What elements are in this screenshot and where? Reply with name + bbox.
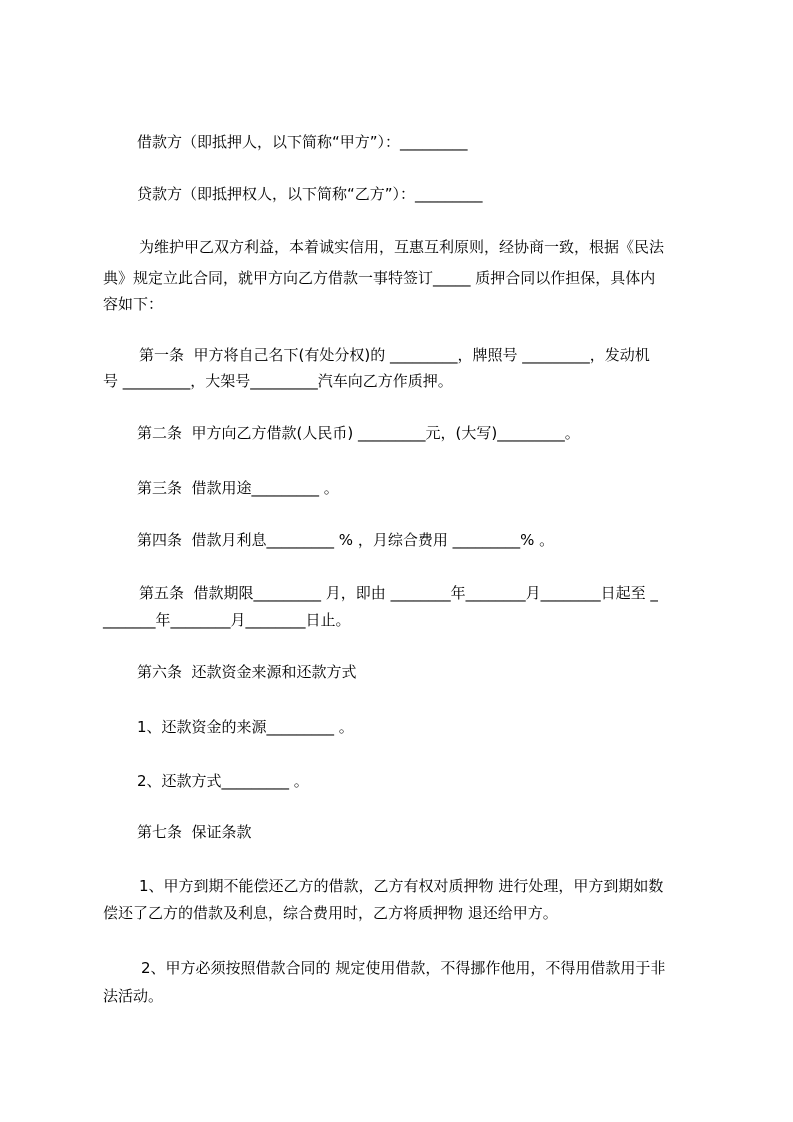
article-7-item-2-line-2: 法活动。 [103,987,164,1005]
article-3: 第三条 借款用途_________ 。 [137,479,339,497]
preamble-line-1: 为维护甲乙双方利益，本着诚实信用，互惠互利原则，经协商一致，根据《民法 [139,238,665,256]
article-2: 第二条 甲方向乙方借款(人民币) _________元，(大写)_________。 [137,424,580,442]
article-1-line-1: 第一条 甲方将自己名下(有处分权)的 _________，牌照号 _________，发动机 [139,346,650,364]
article-5-line-2: _______年________月________日止。 [103,611,351,629]
preamble-line-3: 容如下： [103,295,164,313]
preamble-line-2: 典》规定立此合同，就甲方向乙方借款一事特签订_____ 质押合同以作担保，具体内 [103,269,656,287]
article-6-item-2: 2、还款方式_________ 。 [137,772,309,790]
article-4: 第四条 借款月利息_________ % ，月综合费用 _________% 。 [137,531,555,549]
article-7-item-1-line-1: 1、甲方到期不能偿还乙方的借款，乙方有权对质押物 进行处理，甲方到期如数 [139,877,664,895]
article-7-title: 第七条 保证条款 [137,823,252,841]
article-7-item-1-line-2: 偿还了乙方的借款及利息，综合费用时，乙方将质押物 退还给甲方。 [103,904,558,922]
article-6-title: 第六条 还款资金来源和还款方式 [137,663,357,681]
article-6-item-1: 1、还款资金的来源_________ 。 [137,718,354,736]
article-5-line-1: 第五条 借款期限_________ 月，即由 ________年________月________日起至 _ [139,584,658,602]
borrower-line: 借款方（即抵押人，以下简称“甲方”）：_________ [137,133,468,151]
article-7-item-2-line-1: 2、甲方必须按照借款合同的 规定使用借款，不得挪作他用，不得用借款用于非 [141,959,666,977]
lender-line: 贷款方（即抵押权人，以下简称“乙方”）：_________ [137,185,483,203]
article-1-line-2: 号 _________，大架号_________汽车向乙方作质押。 [103,372,453,390]
